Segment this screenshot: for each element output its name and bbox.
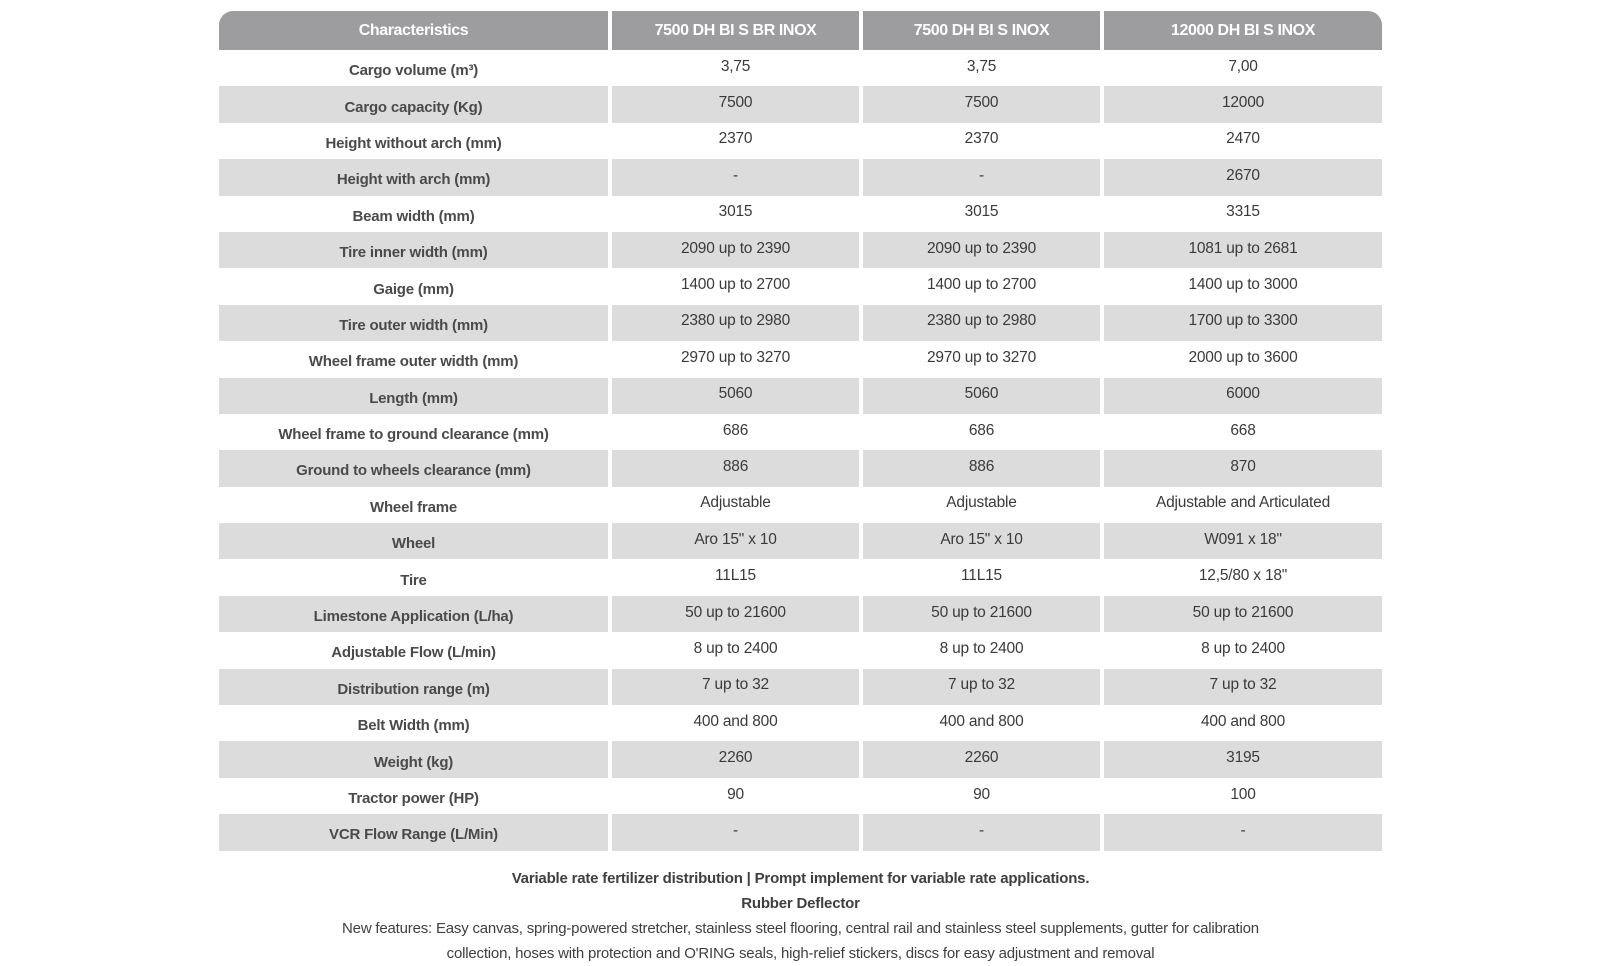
table-cell: W091 x 18" bbox=[1104, 523, 1382, 559]
table-cell: 5060 bbox=[612, 378, 859, 414]
table-cell: 7 up to 32 bbox=[863, 669, 1100, 705]
table-cell: 3195 bbox=[1104, 741, 1382, 777]
row-label: Beam width (mm) bbox=[219, 196, 608, 232]
row-label: Cargo capacity (Kg) bbox=[219, 86, 608, 122]
header-model-7500-br-inox: 7500 DH BI S BR INOX bbox=[612, 11, 859, 50]
footer-deflector-line: Rubber Deflector bbox=[741, 895, 860, 912]
table-cell: 2380 up to 2980 bbox=[612, 305, 859, 341]
table-cell: 7,00 bbox=[1104, 50, 1382, 86]
table-cell: 1081 up to 2681 bbox=[1104, 232, 1382, 268]
table-cell: 686 bbox=[612, 414, 859, 450]
table-cell: 3,75 bbox=[612, 50, 859, 86]
row-label: Distribution range (m) bbox=[219, 669, 608, 705]
table-cell: 400 and 800 bbox=[863, 705, 1100, 741]
table-cell: 2260 bbox=[612, 741, 859, 777]
table-cell: - bbox=[612, 159, 859, 195]
table-cell: 668 bbox=[1104, 414, 1382, 450]
table-row bbox=[219, 378, 1382, 414]
row-label: Wheel frame outer width (mm) bbox=[219, 341, 608, 377]
table-cell: 8 up to 2400 bbox=[1104, 632, 1382, 668]
row-label: Wheel bbox=[219, 523, 608, 559]
table-cell: 6000 bbox=[1104, 378, 1382, 414]
table-cell: 50 up to 21600 bbox=[1104, 596, 1382, 632]
spec-table bbox=[219, 11, 1382, 851]
table-header-row bbox=[219, 11, 1382, 50]
table-row bbox=[219, 669, 1382, 705]
table-cell: Adjustable bbox=[863, 487, 1100, 523]
table-cell: Aro 15" x 10 bbox=[612, 523, 859, 559]
table-row bbox=[219, 450, 1382, 486]
table-cell: 2470 bbox=[1104, 123, 1382, 159]
row-label: Tire bbox=[219, 559, 608, 595]
table-cell: 8 up to 2400 bbox=[863, 632, 1100, 668]
table-row bbox=[219, 123, 1382, 159]
table-cell: Adjustable and Articulated bbox=[1104, 487, 1382, 523]
row-label: Tractor power (HP) bbox=[219, 778, 608, 814]
header-model-7500-inox: 7500 DH BI S INOX bbox=[863, 11, 1100, 50]
table-cell: 400 and 800 bbox=[612, 705, 859, 741]
table-cell: Adjustable bbox=[612, 487, 859, 523]
row-label: Belt Width (mm) bbox=[219, 705, 608, 741]
header-model-12000-inox: 12000 DH BI S INOX bbox=[1104, 11, 1382, 50]
table-cell: 100 bbox=[1104, 778, 1382, 814]
table-row bbox=[219, 341, 1382, 377]
table-cell: 2380 up to 2980 bbox=[863, 305, 1100, 341]
table-cell: 12,5/80 x 18" bbox=[1104, 559, 1382, 595]
table-cell: 11L15 bbox=[863, 559, 1100, 595]
table-cell: 3015 bbox=[863, 196, 1100, 232]
table-cell: 2000 up to 3600 bbox=[1104, 341, 1382, 377]
table-row bbox=[219, 305, 1382, 341]
table-cell: 50 up to 21600 bbox=[612, 596, 859, 632]
table-cell: - bbox=[863, 159, 1100, 195]
table-row bbox=[219, 778, 1382, 814]
table-row bbox=[219, 196, 1382, 232]
table-row bbox=[219, 232, 1382, 268]
table-row bbox=[219, 414, 1382, 450]
table-cell: 1400 up to 2700 bbox=[863, 268, 1100, 304]
table-row bbox=[219, 596, 1382, 632]
row-label: Height without arch (mm) bbox=[219, 123, 608, 159]
table-cell: 2970 up to 3270 bbox=[863, 341, 1100, 377]
row-label: Ground to wheels clearance (mm) bbox=[219, 450, 608, 486]
footer-feature-line: Variable rate fertilizer distribution | Prompt implement for variable rate applications. bbox=[511, 870, 1090, 887]
table-cell: 400 and 800 bbox=[1104, 705, 1382, 741]
row-label: Length (mm) bbox=[219, 378, 608, 414]
table-cell: - bbox=[612, 814, 859, 850]
table-cell: 1400 up to 2700 bbox=[612, 268, 859, 304]
row-label: Tire inner width (mm) bbox=[219, 232, 608, 268]
table-cell: 2370 bbox=[612, 123, 859, 159]
table-row bbox=[219, 268, 1382, 304]
table-cell: 1400 up to 3000 bbox=[1104, 268, 1382, 304]
table-row bbox=[219, 50, 1382, 86]
table-cell: 12000 bbox=[1104, 86, 1382, 122]
table-row bbox=[219, 86, 1382, 122]
table-cell: 7500 bbox=[863, 86, 1100, 122]
table-cell: 2370 bbox=[863, 123, 1100, 159]
table-row bbox=[219, 705, 1382, 741]
row-label: Gaige (mm) bbox=[219, 268, 608, 304]
table-cell: 7 up to 32 bbox=[612, 669, 859, 705]
header-characteristics: Characteristics bbox=[219, 11, 608, 50]
table-cell: - bbox=[863, 814, 1100, 850]
table-cell: 5060 bbox=[863, 378, 1100, 414]
table-cell: 886 bbox=[863, 450, 1100, 486]
table-row bbox=[219, 814, 1382, 850]
row-label: Tire outer width (mm) bbox=[219, 305, 608, 341]
table-cell: 7500 bbox=[612, 86, 859, 122]
table-cell: 2090 up to 2390 bbox=[863, 232, 1100, 268]
table-cell: 8 up to 2400 bbox=[612, 632, 859, 668]
row-label: Limestone Application (L/ha) bbox=[219, 596, 608, 632]
table-cell: 11L15 bbox=[612, 559, 859, 595]
table-row bbox=[219, 559, 1382, 595]
table-cell: 2090 up to 2390 bbox=[612, 232, 859, 268]
table-cell: 7 up to 32 bbox=[1104, 669, 1382, 705]
spec-footer bbox=[219, 866, 1382, 966]
table-cell: 2260 bbox=[863, 741, 1100, 777]
table-cell: 1700 up to 3300 bbox=[1104, 305, 1382, 341]
table-cell: - bbox=[1104, 814, 1382, 850]
table-cell: 2670 bbox=[1104, 159, 1382, 195]
row-label: Weight (kg) bbox=[219, 741, 608, 777]
row-label: Adjustable Flow (L/min) bbox=[219, 632, 608, 668]
table-row bbox=[219, 487, 1382, 523]
table-row bbox=[219, 523, 1382, 559]
row-label: Cargo volume (m³) bbox=[219, 50, 608, 86]
footer-new-features-note: New features: Easy canvas, spring-powered stretcher, stainless steel flooring, central rail and stainless steel supplements, gutter for calibration collection, hoses with protection and O'RING seals, high-relief stickers, discs for easy adjustment and removal bbox=[342, 920, 1259, 962]
table-body bbox=[219, 50, 1382, 851]
row-label: VCR Flow Range (L/Min) bbox=[219, 814, 608, 850]
table-cell: 3315 bbox=[1104, 196, 1382, 232]
table-cell: 870 bbox=[1104, 450, 1382, 486]
row-label: Wheel frame bbox=[219, 487, 608, 523]
table-cell: 886 bbox=[612, 450, 859, 486]
table-cell: 90 bbox=[863, 778, 1100, 814]
table-cell: 90 bbox=[612, 778, 859, 814]
row-label: Wheel frame to ground clearance (mm) bbox=[219, 414, 608, 450]
table-cell: Aro 15" x 10 bbox=[863, 523, 1100, 559]
table-cell: 686 bbox=[863, 414, 1100, 450]
table-cell: 50 up to 21600 bbox=[863, 596, 1100, 632]
table-cell: 2970 up to 3270 bbox=[612, 341, 859, 377]
table-cell: 3015 bbox=[612, 196, 859, 232]
table-cell: 3,75 bbox=[863, 50, 1100, 86]
table-row bbox=[219, 632, 1382, 668]
table-row bbox=[219, 741, 1382, 777]
table-row bbox=[219, 159, 1382, 195]
row-label: Height with arch (mm) bbox=[219, 159, 608, 195]
